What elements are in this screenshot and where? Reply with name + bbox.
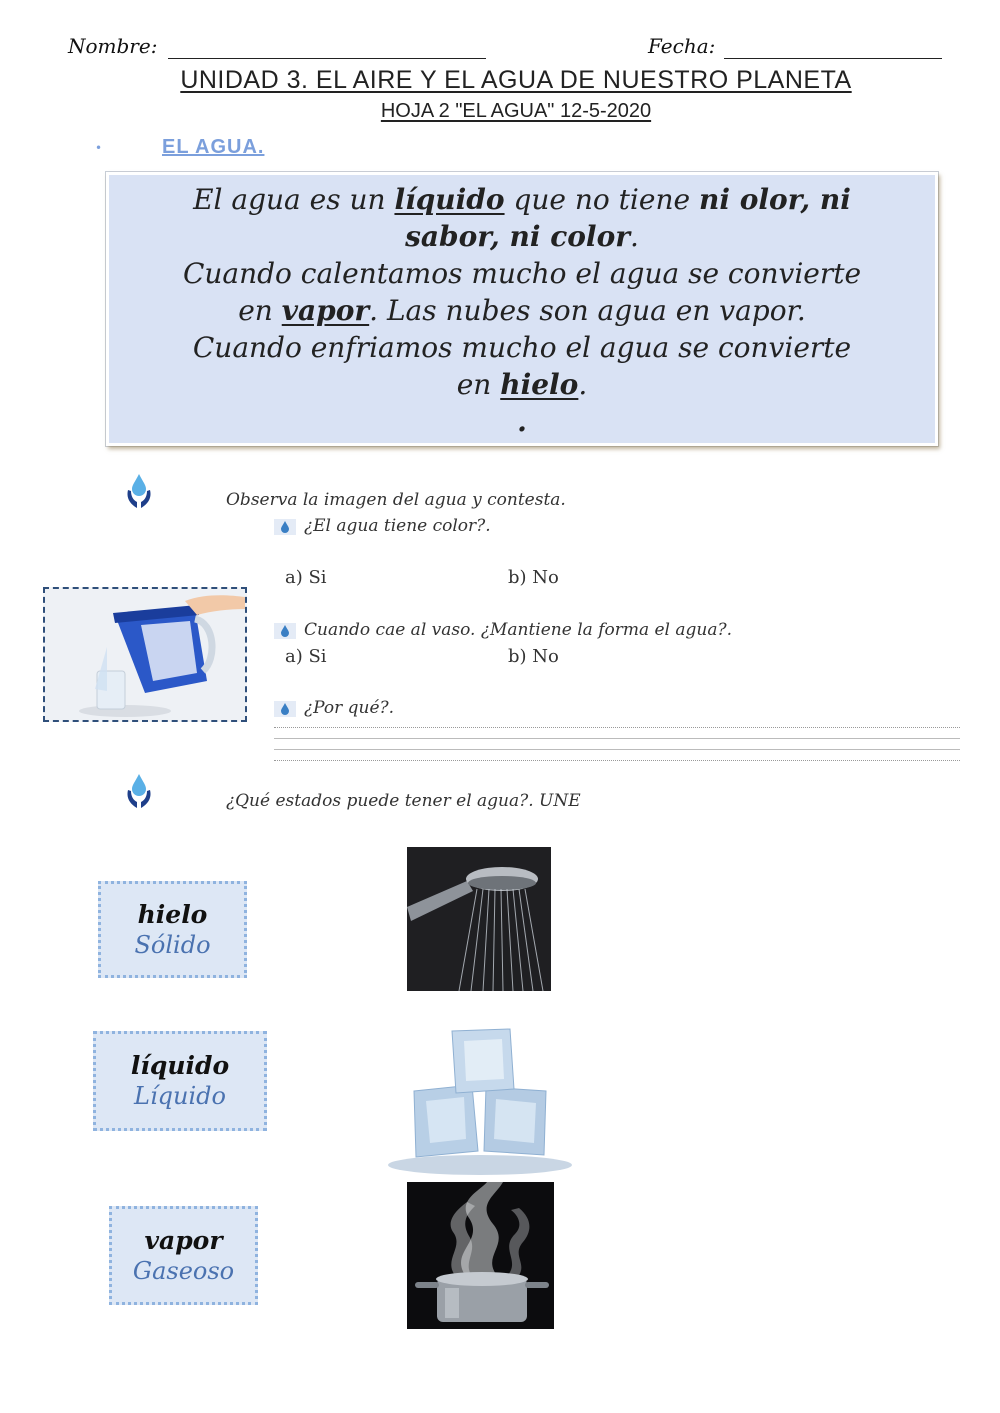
state-name: Gaseoso xyxy=(132,1256,235,1285)
q1-option-a[interactable]: a) Si xyxy=(285,567,327,588)
answer-line[interactable] xyxy=(274,738,960,739)
water-hands-icon xyxy=(124,772,154,812)
section-heading: EL AGUA. xyxy=(162,136,265,158)
date-label: Fecha: xyxy=(648,34,716,58)
state-name: Líquido xyxy=(134,1082,226,1110)
answer-line[interactable] xyxy=(274,760,960,761)
state-card-gas[interactable] xyxy=(109,1206,258,1305)
bullet-icon: • xyxy=(95,141,103,155)
info-line-5: Cuando enfriamos mucho el agua se convierte xyxy=(192,331,852,364)
info-line-4: en vapor. Las nubes son agua en vapor. xyxy=(238,294,806,327)
ice-cubes-photo[interactable] xyxy=(386,1027,574,1177)
info-line-7: . xyxy=(517,405,527,438)
answer-line[interactable] xyxy=(274,727,960,728)
water-drop-icon xyxy=(274,701,296,717)
state-word: hielo xyxy=(137,899,208,929)
page-title: UNIDAD 3. EL AIRE Y EL AGUA DE NUESTRO PLANETA xyxy=(180,66,852,94)
state-word: líquido xyxy=(130,1051,230,1080)
date-field[interactable] xyxy=(724,58,942,59)
activity2-instruction: ¿Qué estados puede tener el agua?. UNE xyxy=(226,791,581,811)
info-line-3: Cuando calentamos mucho el agua se convierte xyxy=(182,257,862,290)
name-label: Nombre: xyxy=(68,34,158,58)
water-drop-icon xyxy=(274,519,296,535)
info-line-1: El agua es un líquido que no tiene ni olor, ni xyxy=(193,183,851,216)
question-1: ¿El agua tiene color?. xyxy=(274,516,491,536)
question-3: ¿Por qué?. xyxy=(274,698,394,718)
state-name: Sólido xyxy=(134,930,211,959)
info-line-6: en hielo. xyxy=(456,368,588,401)
q2-option-b[interactable]: b) No xyxy=(508,646,559,667)
water-drop-icon xyxy=(274,623,296,639)
name-field[interactable] xyxy=(168,58,486,59)
state-card-solid[interactable] xyxy=(98,881,247,978)
pitcher-photo xyxy=(43,587,247,722)
activity1-instruction: Observa la imagen del agua y contesta. xyxy=(226,490,566,510)
q1-option-b[interactable]: b) No xyxy=(508,567,559,588)
state-word: vapor xyxy=(144,1225,223,1255)
info-line-2: sabor, ni color. xyxy=(405,220,639,253)
question-2: Cuando cae al vaso. ¿Mantiene la forma el agua?. xyxy=(274,620,732,640)
answer-line[interactable] xyxy=(274,749,960,750)
q2-option-a[interactable]: a) Si xyxy=(285,646,327,667)
shower-photo[interactable] xyxy=(407,847,551,991)
steaming-pot-photo[interactable] xyxy=(407,1182,554,1329)
state-card-liquid[interactable] xyxy=(93,1031,267,1131)
info-box xyxy=(106,172,938,446)
water-hands-icon xyxy=(124,472,154,512)
page-subtitle: HOJA 2 "EL AGUA" 12-5-2020 xyxy=(380,100,652,122)
